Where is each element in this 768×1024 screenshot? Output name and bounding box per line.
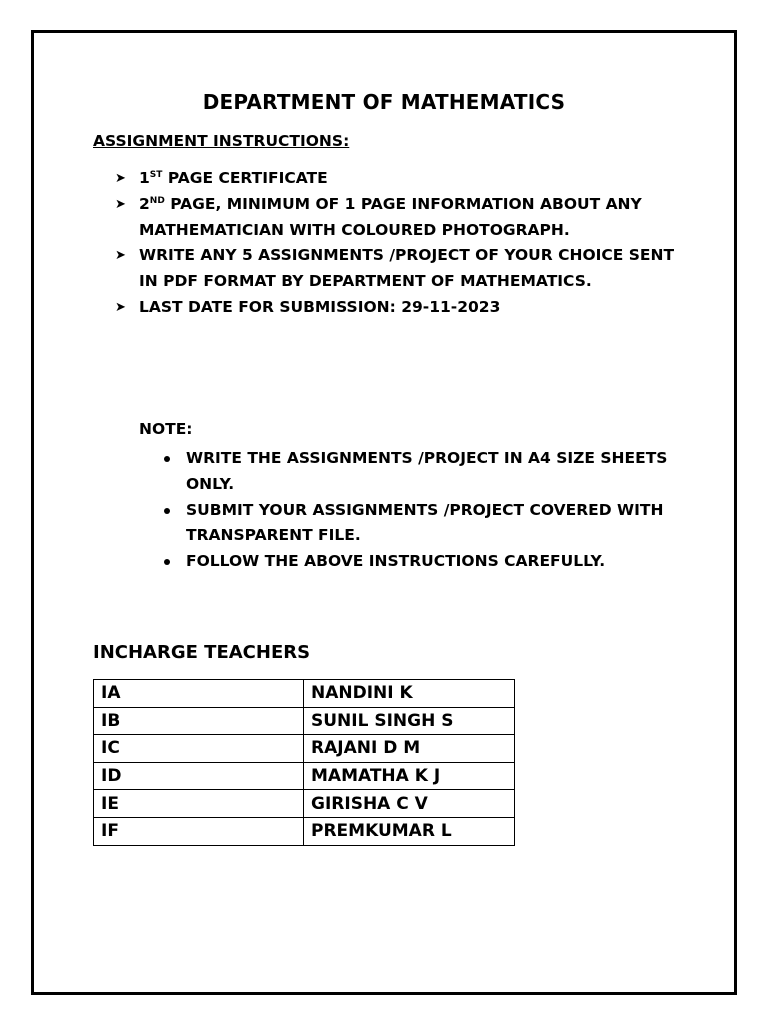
- section-cell: IE: [94, 790, 304, 818]
- section-cell: IF: [94, 817, 304, 845]
- arrow-bullet-icon: ➤: [115, 299, 126, 315]
- instructions-list: [111, 166, 691, 321]
- note-item: SUBMIT YOUR ASSIGNMENTS /PROJECT COVERED WITH TRANSPARENT FILE.: [160, 498, 700, 550]
- note-list: [160, 446, 700, 575]
- bullet-dot-icon: [164, 456, 170, 462]
- section-cell: IB: [94, 707, 304, 735]
- section-cell: ID: [94, 762, 304, 790]
- teacher-name-cell: SUNIL SINGH S: [304, 707, 515, 735]
- teacher-name-cell: NANDINI K: [304, 680, 515, 708]
- teacher-name-cell: PREMKUMAR L: [304, 817, 515, 845]
- table-row: [94, 707, 515, 735]
- note-label: NOTE:: [139, 420, 193, 438]
- section-cell: IA: [94, 680, 304, 708]
- arrow-bullet-icon: ➤: [115, 171, 126, 186]
- table-row: [94, 735, 515, 763]
- instruction-item: ➤ 2ND PAGE, MINIMUM OF 1 PAGE INFORMATION ABOUT ANY MATHEMATICIAN WITH COLOURED PHOTOGRAPH.: [111, 192, 691, 244]
- table-row: [94, 762, 515, 790]
- instructions-heading: ASSIGNMENT INSTRUCTIONS:: [93, 132, 350, 150]
- arrow-bullet-icon: ➤: [115, 196, 126, 212]
- page-title: DEPARTMENT OF MATHEMATICS: [202, 90, 566, 114]
- teacher-name-cell: MAMATHA K J: [304, 762, 515, 790]
- arrow-bullet-icon: ➤: [115, 248, 126, 264]
- note-item: WRITE THE ASSIGNMENTS /PROJECT IN A4 SIZE SHEETS ONLY.: [160, 446, 700, 498]
- teachers-table: [93, 679, 515, 846]
- table-row: [94, 790, 515, 818]
- note-item: FOLLOW THE ABOVE INSTRUCTIONS CAREFULLY.: [160, 549, 700, 575]
- table-row: [94, 680, 515, 708]
- teacher-name-cell: RAJANI D M: [304, 735, 515, 763]
- instruction-item: ➤ LAST DATE FOR SUBMISSION: 29-11-2023: [111, 295, 691, 321]
- section-cell: IC: [94, 735, 304, 763]
- bullet-dot-icon: [164, 559, 170, 565]
- teacher-name-cell: GIRISHA C V: [304, 790, 515, 818]
- teachers-heading: INCHARGE TEACHERS: [93, 642, 311, 663]
- table-row: [94, 817, 515, 845]
- bullet-dot-icon: [164, 508, 170, 514]
- instruction-item: ➤ WRITE ANY 5 ASSIGNMENTS /PROJECT OF YOUR CHOICE SENT IN PDF FORMAT BY DEPARTMENT OF MATHEMATICS.: [111, 243, 691, 295]
- instruction-item: ➤ 1ST PAGE CERTIFICATE: [111, 166, 691, 192]
